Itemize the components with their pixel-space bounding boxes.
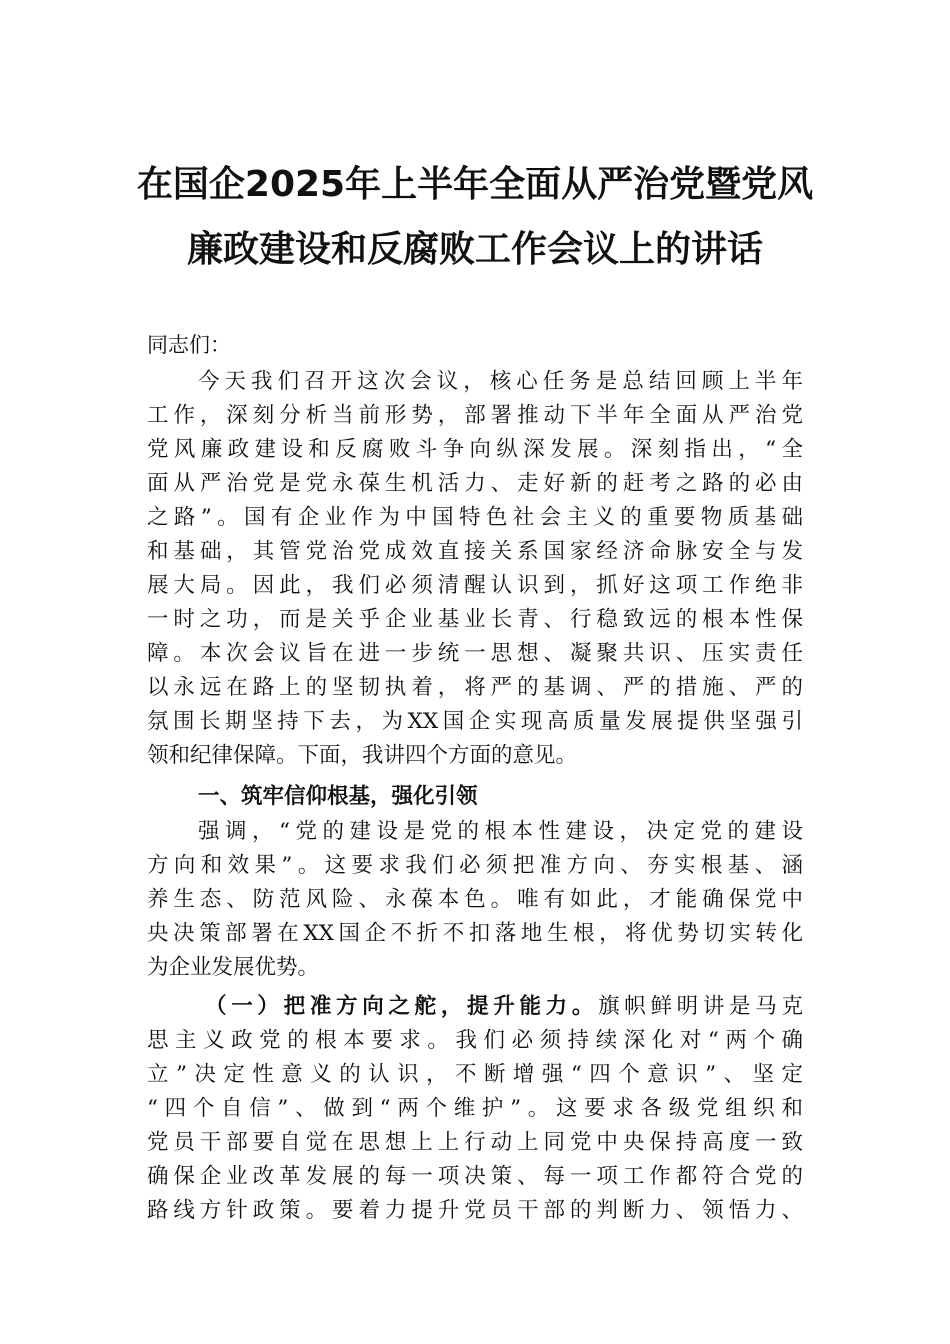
intro-line: 面从严治党是党永葆生机活力、走好新的赶考之路的必由 [147, 471, 803, 496]
document-title-line-1: 在国企2025年上半年全面从严治党暨党风 [136, 164, 814, 205]
intro-line: 之路”。国有企业作为中国特色社会主义的重要物质基础 [147, 505, 803, 530]
intro-line: 一时之功，而是关乎企业基业长青、行稳致远的根本性保 [147, 607, 803, 632]
subsection-line: 思主义政党的根本要求。我们必须持续深化对“两个确 [147, 1028, 803, 1053]
section-line: 强调，“党的建设是党的根本性建设，决定党的建设 [198, 819, 803, 844]
subsection-line: 立”决定性意义的认识，不断增强“四个意识”、坚定 [147, 1062, 803, 1087]
subsection-line: 确保企业改革发展的每一项决策、每一项工作都符合党的 [147, 1164, 803, 1189]
subsection-first-line [205, 990, 803, 1024]
subsection-heading: （一）把准方向之舵，提升能力。 [205, 994, 599, 1019]
intro-line: 领和纪律保障。下面，我讲四个方面的意见。 [147, 743, 578, 768]
section-line: 方向和效果”。这要求我们必须把准方向、夯实根基、涵 [147, 853, 803, 878]
document-title-line-2: 廉政建设和反腐败工作会议上的讲话 [186, 229, 763, 270]
intro-line: 和基础，其管党治党成效直接关系国家经济命脉安全与发 [147, 539, 803, 564]
intro-line: 氛围长期坚持下去，为XX国企实现高质量发展提供坚强引 [147, 709, 803, 734]
subsection-line: 党员干部要自觉在思想上上行动上同党中央保持高度一致 [147, 1130, 803, 1155]
salutation: 同志们： [147, 333, 231, 357]
section-line: 为企业发展优势。 [147, 955, 320, 980]
intro-line: 工作，深刻分析当前形势，部署推动下半年全面从严治党 [147, 403, 803, 428]
subsection-line: “四个自信”、做到“两个维护”。这要求各级党组织和 [147, 1096, 803, 1121]
section-heading: 一、筑牢信仰根基，强化引领 [198, 784, 478, 809]
section-line: 养生态、防范风险、永葆本色。唯有如此，才能确保党中 [147, 887, 803, 912]
intro-line: 党风廉政建设和反腐败斗争向纵深发展。深刻指出，“全 [147, 437, 803, 462]
subsection-first-line-text: 旗帜鲜明讲是马克 [598, 994, 803, 1019]
intro-line: 展大局。因此，我们必须清醒认识到，抓好这项工作绝非 [147, 573, 803, 598]
intro-line: 今天我们召开这次会议，核心任务是总结回顾上半年 [198, 369, 803, 394]
subsection-line: 路线方针政策。要着力提升党员干部的判断力、领悟力、 [147, 1198, 803, 1223]
intro-line: 障。本次会议旨在进一步统一思想、凝聚共识、压实责任 [147, 641, 803, 666]
intro-line: 以永远在路上的坚韧执着，将严的基调、严的措施、严的 [147, 675, 803, 700]
section-line: 央决策部署在XX国企不折不扣落地生根，将优势切实转化 [147, 921, 803, 946]
